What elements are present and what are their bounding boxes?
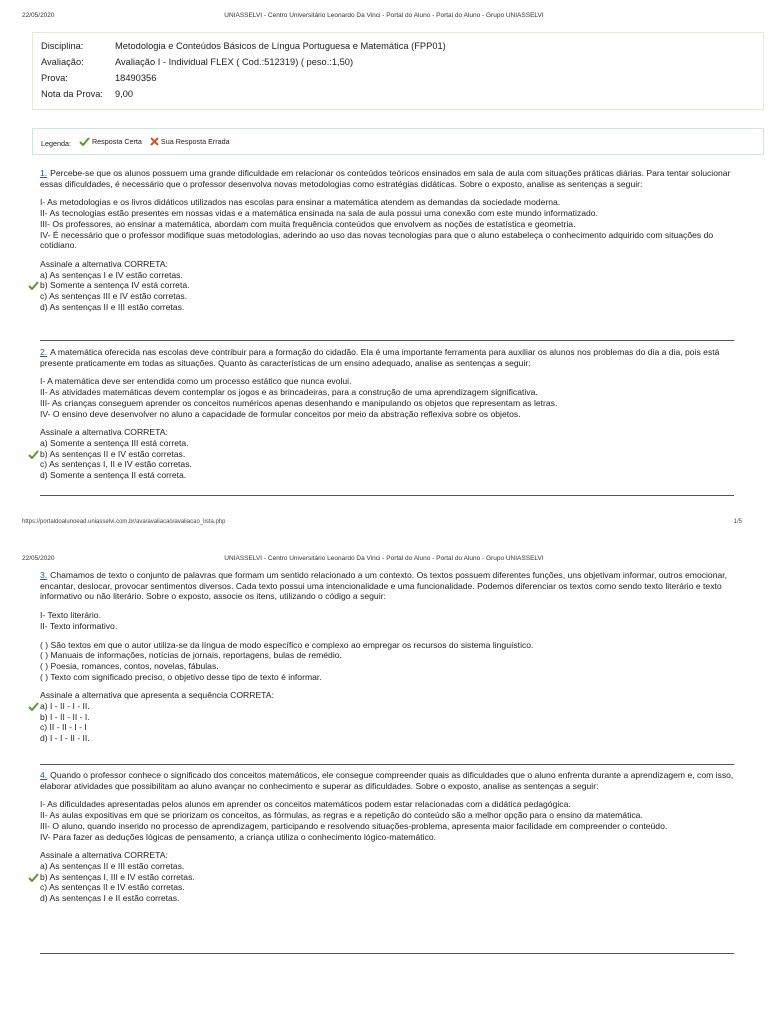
disciplina-label: Disciplina:	[41, 41, 84, 51]
prova-label: Prova:	[41, 73, 68, 83]
question-prompt: Assinale a alternativa CORRETA:	[40, 427, 168, 438]
question-prompt: Assinale a alternativa CORRETA:	[40, 258, 168, 269]
statement: I- A matemática deve ser entendida como um processo estático que nunca evolui.	[40, 376, 352, 387]
question-intro: 2. A matemática oferecida nas escolas deve contribuir para a formação do cidadão. Ela é uma importante ferramenta para auxiliar os alunos nos problemas do dia a dia, pois está presente praticamente em todas as situações. Quanto às características de um ensino adequado, analise as sentenças a seguir:	[40, 347, 720, 368]
answer-option: c) As sentenças III e IV estão corretas.	[40, 291, 188, 302]
question-intro: 3. Chamamos de texto o conjunto de palavras que formam um sentido relacionado a um contexto. Os textos possuem diferentes funções, uns objetivam informar, outros emocionar, encantar, deslocar, provocar sentimentos diversos. Cada texto possui uma intencionalidade e uma funcionalidade. Podemos diferenciar os textos como sendo texto literário e texto informativo ou não literário. Sobre o exposto, associe os itens, utilizando o código a seguir:	[40, 570, 728, 602]
legend-correct	[77, 137, 142, 146]
question-number: 4.	[40, 770, 48, 780]
blank-item: ( ) São textos em que o autor utiliza-se da língua de modo específico e complexo ao empregar os recursos do sistema linguístico.	[40, 639, 534, 650]
info-row-nota	[41, 89, 133, 99]
statement: II- As tecnologias estão presentes em nossas vidas e a matemática ensinada na sala de aula possui uma conexão com este mundo informatizado.	[40, 208, 598, 219]
legend-wrong-label: Sua Resposta Errada	[160, 137, 230, 146]
legend	[32, 128, 764, 155]
statement: III- As crianças conseguem aprender os conceitos numéricos apenas desenhando e manipulando os objetos que representam as letras.	[40, 397, 558, 408]
legend-correct-label: Resposta Certa	[91, 137, 142, 146]
statement: I- As metodologias e os livros didáticos utilizados nas escolas para ensinar a matemática atendem as demandas da sociedade moderna.	[40, 197, 561, 208]
statement: I- Texto literário.	[40, 610, 101, 621]
prova-value: 18490356	[115, 73, 157, 83]
info-row-disciplina	[41, 41, 446, 51]
question-intro: 1. Percebe-se que os alunos possuem uma grande dificuldade em relacionar os conteúdos teóricos ensinados em sala de aula com situações práticas diárias. Para tentar solucionar essas dificuldades, é necessário que o professor desenvolva novas metodologias como estratégias didáticas. Sobre o exposto, analise as sentenças a seguir:	[40, 168, 731, 189]
statement: III- O aluno, quando inserido no processo de aprendizagem, participando e resolvendo situações-problema, apresenta maior facilidade em compreender o conteúdo.	[40, 820, 668, 831]
answer-option: a) As sentenças I e IV estão corretas.	[40, 269, 183, 280]
question-separator	[40, 764, 734, 765]
statement: IV- É necessário que o professor modifique suas metodologias, aderindo ao uso das novas tecnologias para que o aluno estabeleça o conhecimento adquirido com situações do cotidiano.	[40, 229, 714, 251]
question-3	[40, 570, 734, 744]
info-row-avaliacao	[41, 57, 353, 67]
blank-item: ( ) Poesia, romances, contos, novelas, fábulas.	[40, 660, 219, 671]
statement: II- As aulas expositivas em que se priorizam os conceitos, as fórmulas, as regras e a repetição do conteúdo são a melhor opção para o ensino da matemática.	[40, 810, 643, 821]
page-number: 1/5	[733, 519, 742, 525]
statement: I- As dificuldades apresentadas pelos alunos em aprender os conceitos matemáticos podem estar relacionadas com a didática pedagógica.	[40, 799, 571, 810]
question-intro: 4. Quando o professor conhece o significado dos conceitos matemáticos, ele consegue compreender quais as dificuldades que o aluno enfrenta durante a aprendizagem e, com isso, elaborar atividades que possibilitam ao aluno avançar no conhecimento e superar as dificuldades. Sobre o exposto, analise as sentenças a seguir:	[40, 770, 734, 791]
statement: II- As atividades matemáticas devem contemplar os jogos e as brincadeiras, para a construção de uma aprendizagem significativa.	[40, 387, 538, 398]
question-separator	[40, 495, 734, 496]
legend-label: Legenda:	[41, 139, 71, 148]
answer-option: d) As sentenças I e II estão corretas.	[40, 893, 180, 904]
nota-label: Nota da Prova:	[41, 89, 104, 99]
question-number: 1.	[40, 168, 48, 178]
print-title: UNIASSELVI - Centro Universitário Leonardo Da Vinci - Portal do Aluno - Portal do Aluno - Grupo UNIASSELVI	[224, 12, 544, 19]
question-number: 3.	[40, 570, 48, 580]
answer-option-correct: b) As sentenças II e IV estão corretas.	[40, 449, 734, 460]
statement: II- Texto informativo.	[40, 620, 118, 631]
avaliacao-label: Avaliação:	[41, 57, 84, 67]
exam-info-box	[32, 32, 764, 110]
blank-item: ( ) Texto com significado preciso, o objetivo desse tipo de texto é informar.	[40, 671, 322, 682]
statement: III- Os professores, ao ensinar a matemática, abordam com muita frequência conteúdos que envolvem as noções de estatística e geometria.	[40, 218, 576, 229]
answer-option: d) Somente a sentença II está correta.	[40, 470, 187, 481]
check-icon	[28, 450, 39, 459]
blank-item: ( ) Manuais de informações, notícias de jornais, reportagens, bulas de remédio.	[40, 650, 342, 661]
cross-icon	[150, 137, 159, 146]
avaliacao-value: Avaliação I - Individual FLEX ( Cod.:512319) ( peso.:1,50)	[115, 57, 354, 67]
answer-option: a) As sentenças II e III estão corretas.	[40, 860, 185, 871]
print-date: 22/05/2020	[22, 555, 55, 562]
answer-option-correct: a) I - II - I - II.	[40, 701, 734, 712]
legend-wrong	[148, 137, 230, 146]
answer-option: d) As sentenças II e III estão corretas.	[40, 301, 185, 312]
check-icon	[28, 873, 39, 882]
print-title: UNIASSELVI - Centro Universitário Leonardo Da Vinci - Portal do Aluno - Portal do Aluno - Grupo UNIASSELVI	[224, 555, 544, 562]
answer-option: c) II - II - I - I	[40, 722, 87, 733]
answer-option: a) Somente a sentença III está correta.	[40, 437, 189, 448]
question-4	[40, 770, 734, 904]
print-date: 22/05/2020	[22, 12, 55, 19]
question-separator	[40, 340, 734, 341]
question-2	[40, 347, 734, 481]
nota-value: 9,00	[115, 89, 134, 99]
info-row-prova	[41, 73, 156, 83]
answer-option: d) I - I - II - II.	[40, 733, 90, 744]
check-icon	[28, 281, 39, 290]
statement: IV- O ensino deve desenvolver no aluno a capacidade de formular conceitos por meio da abstração reflexiva sobre os objetos.	[40, 408, 521, 419]
question-number: 2.	[40, 347, 48, 357]
check-icon	[79, 137, 90, 146]
disciplina-value: Metodologia e Conteúdos Básicos de Língua Portuguesa e Matemática (FPP01)	[115, 41, 446, 51]
answer-option-correct: b) As sentenças I, III e IV estão corretas.	[40, 872, 734, 883]
answer-option-correct: b) Somente a sentença IV está correta.	[40, 280, 734, 291]
check-icon	[28, 702, 39, 711]
question-prompt: Assinale a alternativa que apresenta a sequência CORRETA:	[40, 690, 274, 701]
print-url: https://portaldoalunoead.uniasselvi.com.br/ava/avaliacao/avaliacao_lista.php	[22, 519, 226, 525]
answer-option: c) As sentenças I, II e IV estão corretas.	[40, 459, 192, 470]
statement: IV- Para fazer as deduções lógicas de pensamento, a criança utiliza o conhecimento lógico-matemático.	[40, 831, 437, 842]
question-separator	[40, 953, 734, 954]
question-1	[40, 168, 734, 312]
answer-option: c) As sentenças II e IV estão corretas.	[40, 882, 185, 893]
question-prompt: Assinale a alternativa CORRETA:	[40, 850, 168, 861]
answer-option: b) I - II - II - I.	[40, 711, 90, 722]
